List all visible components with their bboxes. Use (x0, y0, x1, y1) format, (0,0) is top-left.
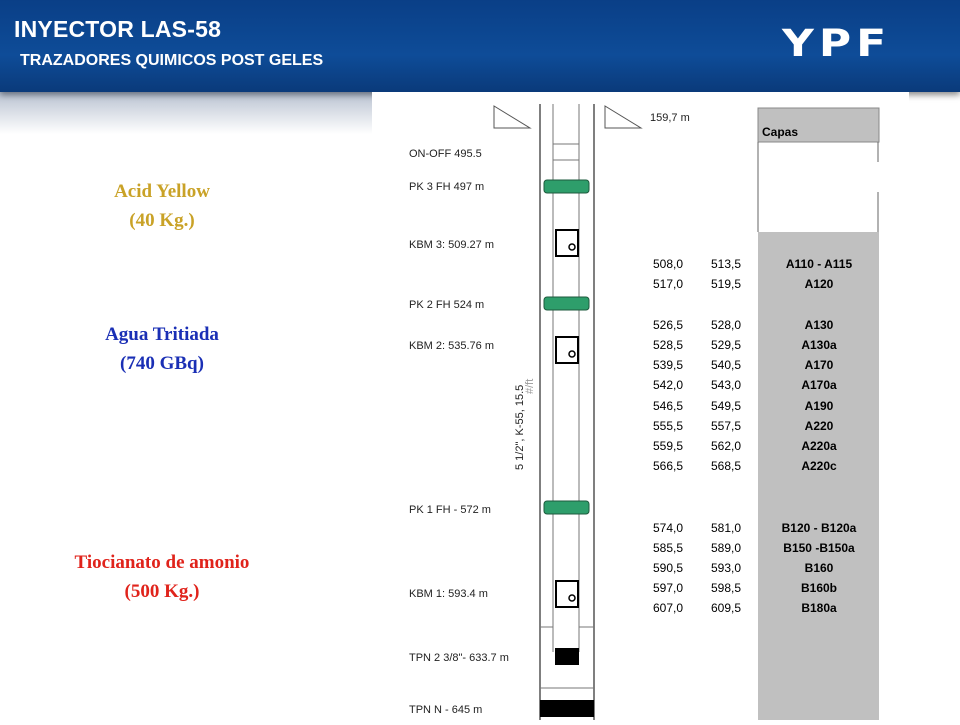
tracer-amount: (740 GBq) (120, 353, 204, 374)
tracer-agua-tritiada (42, 320, 282, 378)
well-diagram (372, 92, 909, 720)
layer-top-depth: 539,5 (653, 358, 684, 372)
casing-spec-label-faint: #/ft (524, 378, 536, 394)
layer-bottom-depth: 609,5 (711, 601, 742, 615)
surface-marker-left (494, 106, 530, 128)
layer-top-depth: 574,0 (653, 521, 684, 535)
header-shadow (0, 92, 372, 134)
ypf-logo: YPF (782, 22, 892, 66)
layer-name: B180a (801, 601, 837, 615)
layer-name: B160 (804, 561, 834, 575)
label-kbm1: KBM 1: 593.4 m (409, 588, 488, 600)
casing-spec-label: 5 1/2", K-55, 15.5 (514, 384, 526, 470)
label-on-off: ON-OFF 495.5 (409, 148, 482, 160)
layer-top-depth: 566,5 (653, 459, 684, 473)
label-kbm2: KBM 2: 535.76 m (409, 340, 494, 352)
layer-bottom-depth: 593,0 (711, 561, 742, 575)
layer-top-depth: 508,0 (653, 257, 684, 271)
label-tpn2: TPN 2 3/8"- 633.7 m (409, 652, 509, 664)
label-kbm3: KBM 3: 509.27 m (409, 239, 494, 251)
tracer-acid-yellow (42, 177, 282, 235)
layer-top-depth: 559,5 (653, 439, 684, 453)
layer-bottom-depth: 549,5 (711, 399, 742, 413)
page-title: INYECTOR LAS-58 (14, 16, 222, 42)
layer-name: A220a (801, 439, 837, 453)
capas-header: Capas (762, 125, 799, 139)
layer-name: A220c (801, 459, 837, 473)
layer-top-depth: 517,0 (653, 277, 684, 291)
layer-bottom-depth: 581,0 (711, 521, 742, 535)
valve-kbm3 (556, 230, 578, 256)
layer-name: A120 (804, 277, 834, 291)
layer-top-depth: 546,5 (653, 399, 684, 413)
layer-top-depth: 607,0 (653, 601, 684, 615)
layer-name: B120 - B120a (781, 521, 857, 535)
packer-pk2 (544, 297, 589, 310)
layer-name: B160b (800, 581, 838, 595)
layer-name: A190 (804, 399, 834, 413)
layer-bottom-depth: 557,5 (711, 419, 742, 433)
layer-name: A170a (801, 378, 837, 392)
tracer-name: Agua Tritiada (105, 324, 219, 345)
label-pk3: PK 3 FH 497 m (409, 181, 485, 193)
label-pk2: PK 2 FH 524 m (409, 299, 485, 311)
layer-top-depth: 590,5 (653, 561, 684, 575)
layer-name: A220 (804, 419, 834, 433)
layer-top-depth: 528,5 (653, 338, 684, 352)
page-subtitle: TRAZADORES QUIMICOS POST GELES (20, 52, 324, 69)
layer-top-depth: 585,5 (653, 541, 684, 555)
layer-name: A130a (801, 338, 837, 352)
plug-tpn (540, 700, 594, 717)
tracer-name: Tiocianato de amonio (74, 552, 250, 573)
label-tpn: TPN N - 645 m (409, 704, 483, 716)
layer-top-depth: 526,5 (653, 318, 684, 332)
layer-bottom-depth: 519,5 (711, 277, 742, 291)
layer-bottom-depth: 528,0 (711, 318, 742, 332)
tracer-amount: (40 Kg.) (129, 210, 195, 231)
layer-bottom-depth: 529,5 (711, 338, 742, 352)
layer-top-depth: 597,0 (653, 581, 684, 595)
plug-tpn2 (555, 648, 579, 665)
capas-band (758, 232, 879, 720)
packer-pk1 (544, 501, 589, 514)
well-schematic-svg (372, 92, 909, 720)
label-pk1: PK 1 FH - 572 m (409, 504, 491, 516)
layer-top-depth: 542,0 (653, 378, 684, 392)
layer-bottom-depth: 568,5 (711, 459, 742, 473)
layer-name: A170 (804, 358, 834, 372)
tracer-tiocianato (42, 548, 282, 606)
layer-name: A130 (804, 318, 834, 332)
valve-kbm1 (556, 581, 578, 607)
layer-top-depth: 555,5 (653, 419, 684, 433)
depth-top-label: 159,7 m (650, 112, 690, 124)
header-bar (0, 0, 960, 92)
layer-name: A110 - A115 (785, 257, 853, 271)
tracer-amount: (500 Kg.) (124, 581, 200, 602)
packer-pk3 (544, 180, 589, 193)
layer-bottom-depth: 562,0 (711, 439, 742, 453)
layer-name: B150 -B150a (783, 541, 855, 555)
layer-bottom-depth: 598,5 (711, 581, 742, 595)
valve-kbm2 (556, 337, 578, 363)
layer-bottom-depth: 513,5 (711, 257, 742, 271)
surface-marker-right (605, 106, 641, 128)
layer-bottom-depth: 540,5 (711, 358, 742, 372)
layer-bottom-depth: 589,0 (711, 541, 742, 555)
layer-bottom-depth: 543,0 (711, 378, 742, 392)
tracer-name: Acid Yellow (114, 181, 210, 202)
